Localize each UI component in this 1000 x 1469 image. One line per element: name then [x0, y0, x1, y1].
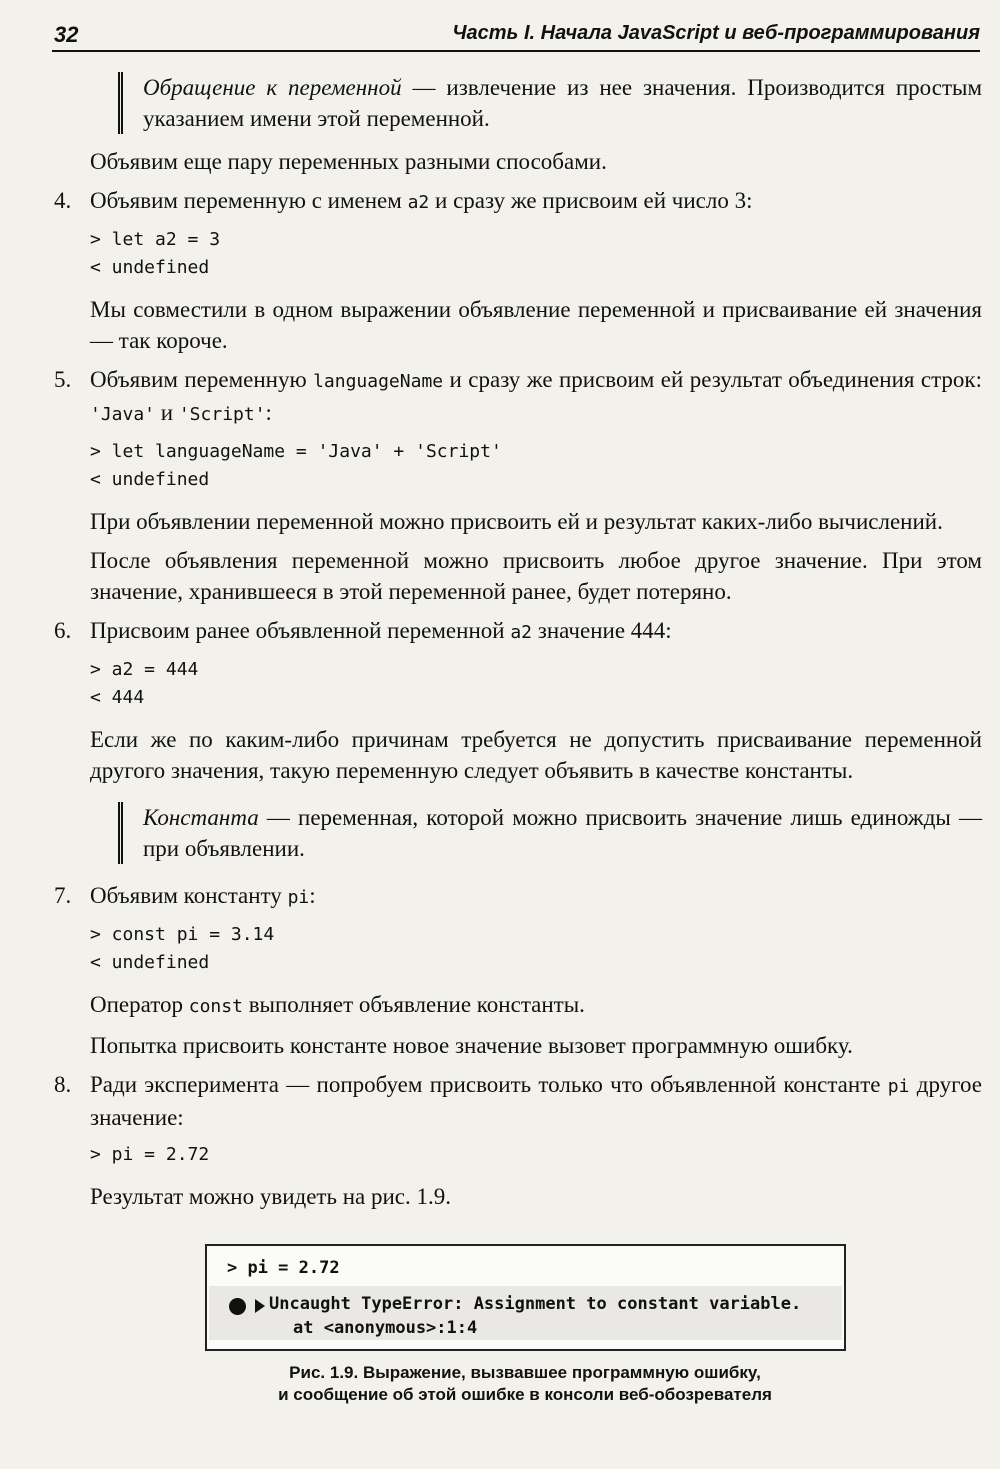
- note-term: Константа: [143, 805, 259, 830]
- paragraph: Результат можно увидеть на рис. 1.9.: [90, 1184, 451, 1209]
- page-header: [52, 18, 980, 52]
- inline-code: a2: [510, 622, 532, 643]
- code-line: < 444: [90, 687, 145, 708]
- paragraph: Оператор const выполняет объявление константы.: [90, 992, 585, 1017]
- definition-note-constant: [118, 802, 982, 864]
- step-number: 5.: [54, 367, 72, 392]
- step-number: 6.: [54, 618, 72, 643]
- caption-line: Рис. 1.9. Выражение, вызвавшее программную ошибку,: [289, 1363, 761, 1382]
- code-line: > pi = 2.72: [90, 1144, 210, 1165]
- code-line: > a2 = 444: [90, 659, 199, 680]
- console-input-line: > pi = 2.72: [227, 1258, 340, 1278]
- page-number: 32: [54, 22, 79, 47]
- paragraph: Мы совместили в одном выражении объявление переменной и присваивание ей значения — так короче.: [90, 297, 982, 353]
- inline-code: pi: [887, 1076, 910, 1097]
- code-line: > let languageName = 'Java' + 'Script': [90, 441, 502, 462]
- definition-note-access: [118, 72, 982, 134]
- step-5: 5. Объявим переменную languageName и сразу же присвоим ей результат объединения строк: 'Java' и 'Script': > let languageName = 'Java' + 'Script' < undefined При объявлении переменной можно присвоить ей и результат каких-либо вычислений. После объявления переменной можно присвоить любое другое значение. При этом значение, хранившееся в этой переменной ранее, будет потеряно.: [90, 364, 982, 607]
- error-location: at <anonymous>:1:4: [293, 1318, 478, 1338]
- error-message: Uncaught TypeError: Assignment to constant variable.: [269, 1294, 802, 1314]
- paragraph: Попытка присвоить константе новое значение вызовет программную ошибку.: [90, 1033, 853, 1058]
- figure-caption: [200, 1362, 850, 1406]
- error-icon: [229, 1298, 246, 1315]
- step-6: 6. Присвоим ранее объявленной переменной a2 значение 444: > a2 = 444 < 444 Если же по каким-либо причинам требуется не допустить присваивание переменной другого значения, такую переменную следует объявить в качестве константы.: [90, 615, 982, 786]
- code-line: > const pi = 3.14: [90, 924, 275, 945]
- step-number: 7.: [54, 883, 72, 908]
- paragraph: После объявления переменной можно присвоить любое другое значение. При этом значение, хранившееся в этой переменной ранее, будет потеряно.: [90, 548, 982, 604]
- note-text: — извлечение из нее значения. Производится простым указанием имени этой переменной.: [143, 75, 983, 131]
- code-line: < undefined: [90, 952, 210, 973]
- code-line: < undefined: [90, 469, 210, 490]
- console-error-row: [209, 1286, 842, 1340]
- code-line: > let a2 = 3: [90, 229, 221, 250]
- step-8: 8. Ради эксперимента — попробуем присвоить только что объявленной константе pi другое значение: > pi = 2.72 Результат можно увидеть на рис. 1.9.: [90, 1069, 982, 1212]
- code-line: < undefined: [90, 257, 210, 278]
- step-4: 4. Объявим переменную с именем a2 и сразу же присвоим ей число 3: > let a2 = 3 < undefined Мы совместили в одном выражении объявление переменной и присваивание ей значения — так короче.: [90, 185, 982, 356]
- inline-code: pi: [287, 887, 310, 908]
- inline-code: languageName: [313, 371, 444, 392]
- paragraph: При объявлении переменной можно присвоить ей и результат каких-либо вычислений.: [90, 509, 943, 534]
- inline-code: a2: [407, 192, 430, 213]
- paragraph: Если же по каким-либо причинам требуется не допустить присваивание переменной другого значения, такую переменную следует объявить в качестве константы.: [90, 727, 982, 783]
- note-term: Обращение к переменной: [143, 75, 402, 100]
- intro-paragraph: Объявим еще пару переменных разными способами.: [90, 149, 607, 174]
- inline-code: 'Java': [90, 404, 156, 425]
- note-text: — переменная, которой можно присвоить значение лишь единожды — при объявлении.: [143, 805, 982, 861]
- page-body: [54, 72, 983, 1212]
- expand-arrow-icon: [255, 1299, 265, 1313]
- step-number: 8.: [54, 1072, 72, 1097]
- console-screenshot-figure: [205, 1244, 846, 1351]
- caption-line: и сообщение об этой ошибке в консоли веб-обозревателя: [278, 1385, 772, 1404]
- inline-code: const: [188, 996, 243, 1017]
- running-title: Часть I. Начала JavaScript и веб-программирования: [452, 22, 980, 44]
- step-number: 4.: [54, 188, 72, 213]
- inline-code: 'Script': [178, 404, 266, 425]
- step-7: 7. Объявим константу pi: > const pi = 3.14 < undefined Оператор const выполняет объявление константы. Попытка присвоить константе новое значение вызовет программную ошибку.: [90, 880, 982, 1061]
